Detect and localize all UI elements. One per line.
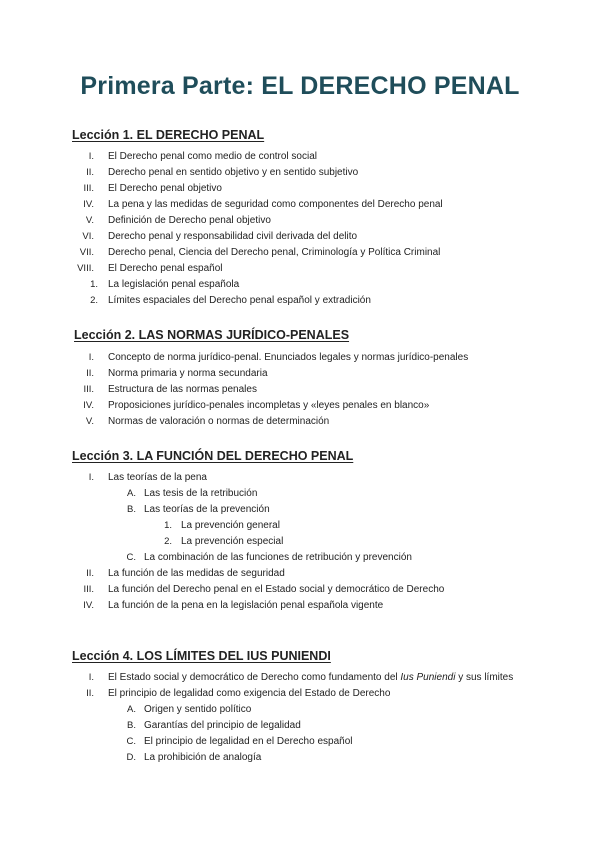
list-item bbox=[0, 598, 600, 614]
item-number: I. bbox=[88, 352, 94, 363]
item-text: Norma primaria y norma secundaria bbox=[108, 368, 268, 379]
item-number: IV. bbox=[83, 199, 94, 210]
list-item bbox=[0, 366, 600, 382]
list-item bbox=[0, 181, 600, 197]
lesson-heading: Lección 1. EL DERECHO PENAL bbox=[72, 128, 265, 142]
lesson-heading: Lección 3. LA FUNCIÓN DEL DERECHO PENAL bbox=[72, 449, 354, 463]
item-text: La prevención especial bbox=[181, 536, 284, 547]
item-text: Las tesis de la retribución bbox=[144, 488, 258, 499]
list-item bbox=[0, 382, 600, 398]
item-text: La función de las medidas de seguridad bbox=[108, 568, 285, 579]
list-item bbox=[0, 229, 600, 245]
item-number: III. bbox=[83, 384, 94, 395]
item-number: A. bbox=[127, 488, 136, 499]
item-number: C. bbox=[126, 736, 136, 747]
list-item bbox=[0, 718, 600, 734]
item-text bbox=[108, 670, 513, 686]
list-item bbox=[0, 165, 600, 181]
list-item bbox=[0, 702, 600, 718]
list-item bbox=[0, 197, 600, 213]
list-item bbox=[0, 486, 600, 502]
page-title: Primera Parte: EL DERECHO PENAL bbox=[80, 72, 520, 100]
item-text-part: El Estado social y democrático de Derecho como fundamento del bbox=[108, 672, 401, 683]
item-text: La prohibición de analogía bbox=[144, 752, 262, 763]
list-item bbox=[0, 670, 600, 686]
item-number: II. bbox=[86, 568, 94, 579]
list-item bbox=[0, 213, 600, 229]
list-item bbox=[0, 534, 600, 550]
item-text: El principio de legalidad como exigencia del Estado de Derecho bbox=[108, 688, 391, 699]
item-number: II. bbox=[86, 368, 94, 379]
item-text: Las teorías de la pena bbox=[108, 472, 207, 483]
item-number: C. bbox=[126, 552, 136, 563]
item-text: La legislación penal española bbox=[108, 279, 240, 290]
list-item bbox=[0, 277, 600, 293]
list-item bbox=[0, 149, 600, 165]
list-item bbox=[0, 261, 600, 277]
item-text: Definición de Derecho penal objetivo bbox=[108, 215, 271, 226]
item-text: La función de la pena en la legislación penal española vigente bbox=[108, 600, 384, 611]
item-number: 2. bbox=[90, 295, 98, 306]
list-item bbox=[0, 293, 600, 309]
item-text: Proposiciones jurídico-penales incompletas y «leyes penales en blanco» bbox=[108, 400, 430, 411]
item-text: El principio de legalidad en el Derecho español bbox=[144, 736, 353, 747]
item-text: Límites espaciales del Derecho penal español y extradición bbox=[108, 295, 371, 306]
item-number: III. bbox=[83, 183, 94, 194]
list-item bbox=[0, 502, 600, 518]
item-number: B. bbox=[127, 720, 136, 731]
item-number: 1. bbox=[164, 520, 172, 531]
item-text-part: y sus límites bbox=[455, 672, 514, 683]
list-item bbox=[0, 470, 600, 486]
item-text: Derecho penal en sentido objetivo y en sentido subjetivo bbox=[108, 167, 359, 178]
item-text: La pena y las medidas de seguridad como componentes del Derecho penal bbox=[108, 199, 443, 210]
item-text: Derecho penal, Ciencia del Derecho penal, Criminología y Política Criminal bbox=[108, 247, 441, 258]
item-text: La función del Derecho penal en el Estado social y democrático de Derecho bbox=[108, 584, 445, 595]
item-number: V. bbox=[85, 416, 94, 427]
item-number: B. bbox=[127, 504, 136, 515]
list-item bbox=[0, 750, 600, 766]
item-number: 1. bbox=[90, 279, 98, 290]
item-number: VII. bbox=[79, 247, 94, 258]
list-item bbox=[0, 245, 600, 261]
lesson-heading: Lección 4. LOS LÍMITES DEL IUS PUNIENDI bbox=[72, 649, 331, 663]
item-text: Las teorías de la prevención bbox=[144, 504, 270, 515]
item-text: Origen y sentido político bbox=[144, 704, 252, 715]
item-number: A. bbox=[127, 704, 136, 715]
list-item bbox=[0, 686, 600, 702]
item-number: I. bbox=[88, 151, 94, 162]
item-text: Concepto de norma jurídico-penal. Enunciados legales y normas jurídico-penales bbox=[108, 352, 469, 363]
item-number: II. bbox=[86, 167, 94, 178]
list-item bbox=[0, 398, 600, 414]
item-number: III. bbox=[83, 584, 94, 595]
item-number: VIII. bbox=[77, 263, 94, 274]
item-text: El Derecho penal español bbox=[108, 263, 223, 274]
list-item bbox=[0, 350, 600, 366]
list-item bbox=[0, 566, 600, 582]
item-number: IV. bbox=[83, 400, 94, 411]
item-number: I. bbox=[88, 472, 94, 483]
item-number: VI. bbox=[82, 231, 94, 242]
item-number: D. bbox=[126, 752, 136, 763]
list-item bbox=[0, 550, 600, 566]
item-text: El Derecho penal objetivo bbox=[108, 183, 222, 194]
item-text: La combinación de las funciones de retribución y prevención bbox=[144, 552, 412, 563]
item-text: El Derecho penal como medio de control social bbox=[108, 151, 317, 162]
lesson-heading: Lección 2. LAS NORMAS JURÍDICO-PENALES bbox=[74, 328, 350, 342]
list-item bbox=[0, 414, 600, 430]
item-text: Estructura de las normas penales bbox=[108, 384, 257, 395]
item-text: La prevención general bbox=[181, 520, 280, 531]
item-text-italic: Ius Puniendi bbox=[400, 672, 456, 683]
item-number: 2. bbox=[164, 536, 172, 547]
item-text: Derecho penal y responsabilidad civil derivada del delito bbox=[108, 231, 358, 242]
list-item bbox=[0, 518, 600, 534]
item-number: IV. bbox=[83, 600, 94, 611]
list-item bbox=[0, 734, 600, 750]
item-number: V. bbox=[85, 215, 94, 226]
item-text: Normas de valoración o normas de determinación bbox=[108, 416, 330, 427]
item-number: I. bbox=[88, 672, 94, 683]
list-item bbox=[0, 582, 600, 598]
item-text: Garantías del principio de legalidad bbox=[144, 720, 301, 731]
item-number: II. bbox=[86, 688, 94, 699]
